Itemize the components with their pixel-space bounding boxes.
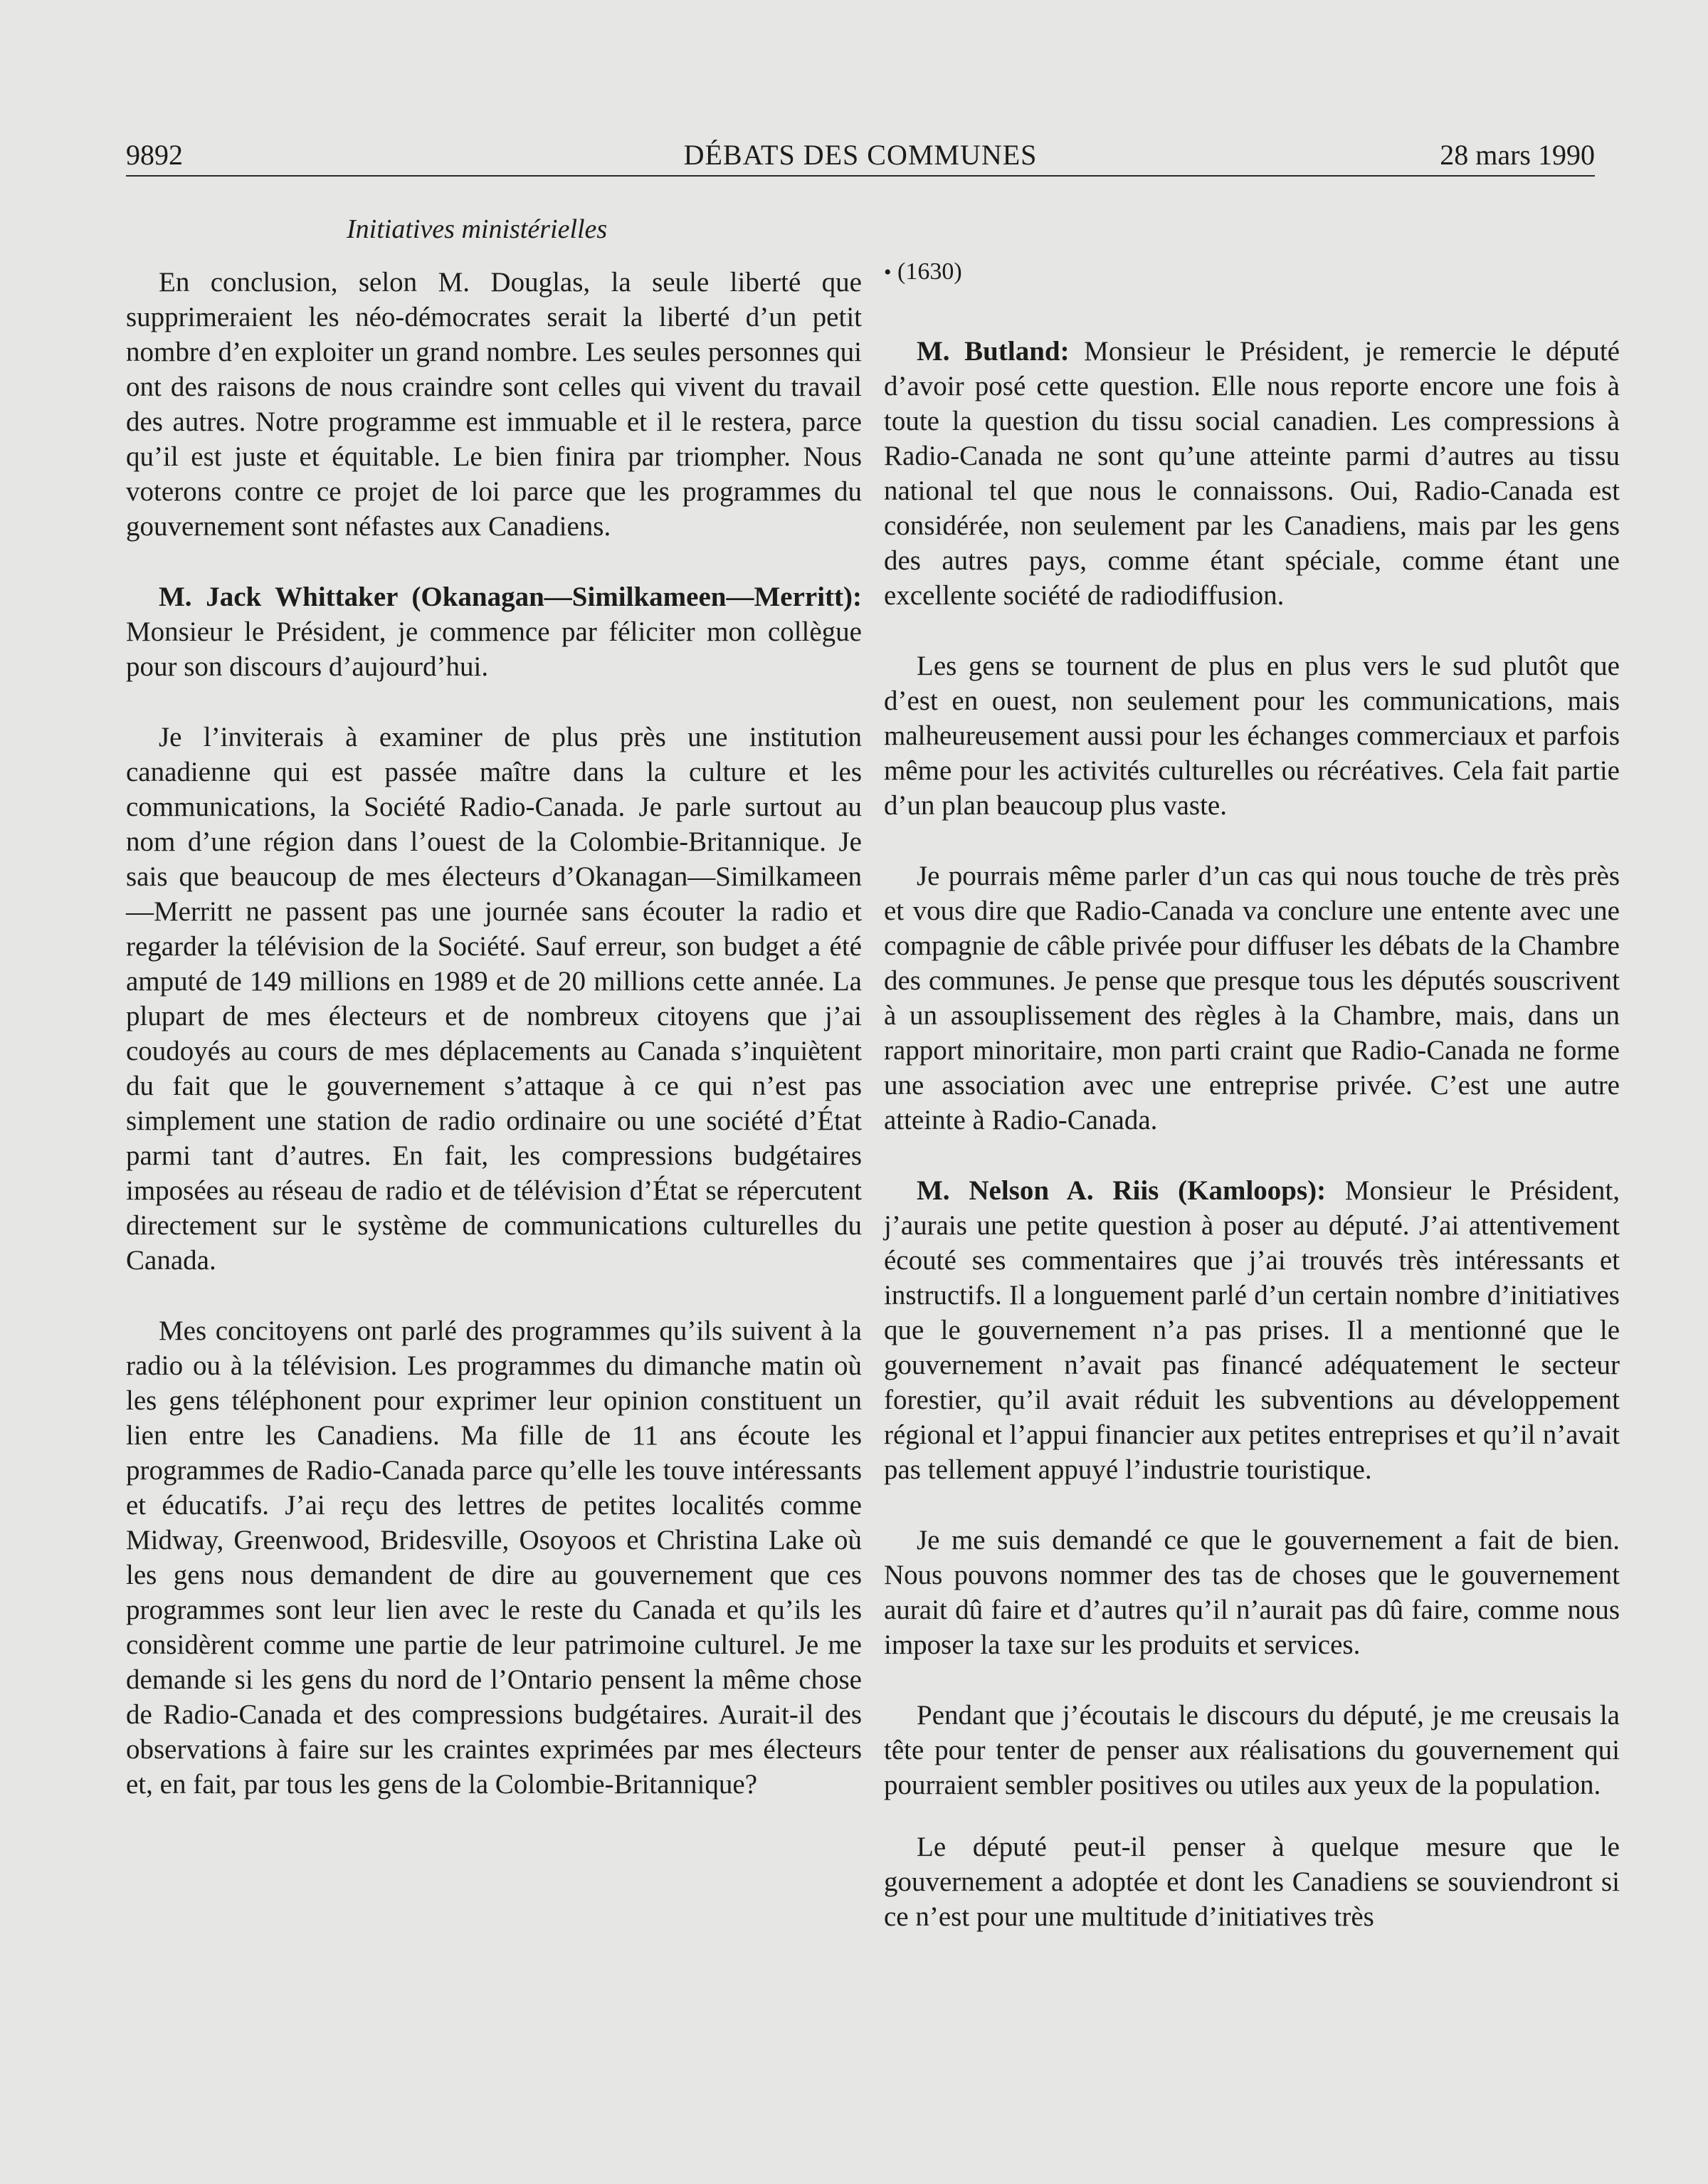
time-stamp: (1630) — [897, 258, 962, 285]
paragraph-butland — [884, 334, 1620, 613]
header-rule — [126, 175, 1595, 177]
paragraph-cable: Je pourrais même parler d’un cas qui nous touche de très près et vous dire que Radio-Canada va conclure une entente avec une compagnie de câble privée pour diffuser les débats de la Chambre des communes. Je pense que presque tous les députés souscrivent à un assouplissement des règles à la Chambre, mais, dans un rapport minoritaire, mon parti craint que Radio-Canada ne forme une association avec une entreprise privée. C’est une autre atteinte à Radio-Canada. — [884, 861, 1620, 1135]
paragraph-listening: Pendant que j’écoutais le discours du député, je me creusais la tête pour tenter de penser aux réalisations du gouvernement qui pourraient sembler positives ou utiles aux yeux de la population. — [884, 1700, 1620, 1800]
paragraph-whittaker-intro — [126, 579, 862, 684]
left-column — [126, 265, 862, 1802]
page-header — [126, 135, 1595, 175]
speech-text: Monsieur le Président, je commence par féliciter mon collègue pour son discours d’aujourd’hui. — [126, 616, 862, 682]
speech-text: Monsieur le Président, j’aurais une petite question à poser au député. J’ai attentivement écouté ses commentaires que j’ai trouvés très intéressants et instructifs. Il a longuement parlé d’un certain nombre d’initiatives que le gouvernement n’a pas prises. Il a mentionné que le gouvernement n’avait pas financé adéquatement le secteur forestier, qu’il avait réduit les subventions au développement régional et l’appui financier aux petites entreprises et qu’il n’avait pas tellement appuyé l’industrie touristique. — [884, 1175, 1620, 1485]
speaker-name: M. Jack Whittaker (Okanagan—Similkameen—Merritt): — [159, 582, 862, 612]
paragraph-programmes: Mes concitoyens ont parlé des programmes qu’ils suivent à la radio ou à la télévision. Les programmes du dimanche matin où les gens téléphonent pour exprimer leur opinion constituent un lien entre les Canadiens. Ma fille de 11 ans écoute les programmes de Radio-Canada parce qu’elle les touve intéressants et éducatifs. J’ai reçu des lettres de petites localités comme Midway, Greenwood, Bridesville, Osoyoos et Christina Lake où les gens nous demandent de dire au gouvernement que ces programmes sont leur lien avec le reste du Canada et qu’ils les considèrent comme une partie de leur patrimoine culturel. Je me demande si les gens du nord de l’Ontario pensent la même chose de Radio-Canada et des compressions budgétaires. Aurait-il des observations à faire sur les craintes exprimées par mes électeurs et, en fait, par tous les gens de la Colombie-Britannique? — [126, 1316, 862, 1800]
paragraph-good-things: Je me suis demandé ce que le gouvernement a fait de bien. Nous pouvons nommer des tas de choses que le gouvernement aurait dû faire et d’autres qu’il n’aurait pas dû faire, comme nous imposer la taxe sur les produits et services. — [884, 1525, 1620, 1660]
publication-title: DÉBATS DES COMMUNES — [683, 139, 1038, 171]
paragraph-question: Le député peut-il penser à quelque mesure que le gouvernement a adoptée et dont les Canadiens se souviendront si ce n’est pour une multitude d’initiatives très — [884, 1832, 1620, 1932]
speaker-name: M. Butland: — [917, 336, 1070, 367]
speech-text: Monsieur le Président, je remercie le député d’avoir posé cette question. Elle nous reporte encore une fois à toute la question du tissu social canadien. Les compressions à Radio-Canada ne sont qu’une atteinte parmi d’autres au tissu national tel que nous le connaissons. Oui, Radio-Canada est considérée, non seulement par les Canadiens, mais par les gens des autres pays, comme étant spéciale, comme étant une excellente société de radiodiffusion. — [884, 336, 1620, 611]
publication-date: 28 mars 1990 — [1440, 139, 1595, 171]
paragraph-south: Les gens se tournent de plus en plus vers le sud plutôt que d’est en ouest, non seulement pour les communications, mais malheureusement aussi pour les échanges commerciaux et parfois même pour les activités culturelles ou récréatives. Cela fait partie d’un plan beaucoup plus vaste. — [884, 651, 1620, 821]
page-number: 9892 — [126, 139, 183, 171]
bullet-icon: • — [884, 261, 892, 284]
right-column — [884, 256, 1620, 1934]
paragraph-conclusion: En conclusion, selon M. Douglas, la seule liberté que supprimeraient les néo-démocrates serait la liberté d’un petit nombre d’en exploiter un grand nombre. Les seules personnes qui ont des raisons de nous craindre sont celles qui vivent du travail des autres. Notre programme est immuable et il le restera, parce qu’il est juste et équitable. Le bien finira par triompher. Nous voterons contre ce projet de loi parce que les programmes du gouvernement sont néfastes aux Canadiens. — [126, 267, 862, 542]
speaker-name: M. Nelson A. Riis (Kamloops): — [917, 1175, 1327, 1206]
section-title: Initiatives ministérielles — [347, 214, 608, 244]
paragraph-riis — [884, 1173, 1620, 1487]
time-marker — [884, 256, 1620, 288]
paragraph-radio-canada: Je l’inviterais à examiner de plus près une institution canadienne qui est passée maître dans la culture et les communications, la Société Radio-Canada. Je parle surtout au nom d’une région dans l’ouest de la Colombie-Britannique. Je sais que beaucoup de mes électeurs d’Okanagan—Similkameen—Merritt ne passent pas une journée sans écouter la radio et regarder la télévision de la Société. Sauf erreur, son budget a été amputé de 149 millions en 1989 et de 20 millions cette année. La plupart de mes électeurs et de nombreux citoyens que j’ai coudoyés au cours de mes déplacements au Canada s’inquiètent du fait que le gouvernement s’attaque à ce qui n’est pas simplement une station de radio ordinaire ou une société d’État parmi tant d’autres. En fait, les compressions budgétaires imposées au réseau de radio et de télévision d’État se répercutent directement sur le système de communications culturelles du Canada. — [126, 722, 862, 1276]
